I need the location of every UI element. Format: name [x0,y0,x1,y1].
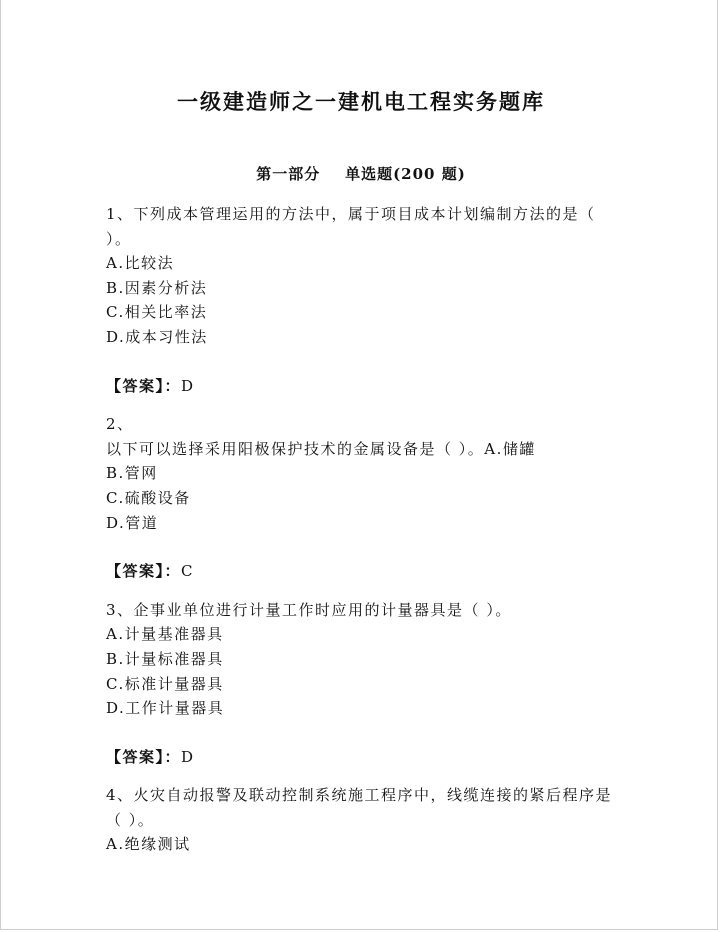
option-c: C.标准计量器具 [106,674,224,693]
question-stem-line: （ ）。 [106,810,155,829]
answer-label: 【答案】： [106,562,182,581]
question-stem-line: ）。 [106,229,132,248]
option-d: D.管道 [106,513,159,532]
document-title: 一级建造师之一建机电工程实务题库 [177,89,545,114]
answer-line [106,374,616,399]
option-d: D.成本习性法 [106,327,208,346]
answer-label: 【答案】： [106,376,182,395]
question-stem-line: 3、企事业单位进行计量工作时应用的计量器具是（ ）。 [106,600,512,619]
question-3 [106,598,616,770]
question-4 [106,783,616,857]
answer-label: 【答案】： [106,747,182,766]
question-stem-line: 4、火灾自动报警及联动控制系统施工程序中，线缆连接的紧后程序是 [106,786,613,805]
answer-value: D [181,376,195,395]
question-stem-line: 以下可以选择采用阳极保护技术的金属设备是（ ）。A.储罐 [106,439,536,458]
question-stem-line: 1、下列成本管理运用的方法中，属于项目成本计划编制方法的是（ [106,205,596,223]
section-heading: 第一部分 单选题(200 题) [256,165,466,183]
option-b: B.因素分析法 [106,278,208,297]
option-b: B.管网 [106,464,158,483]
question-list [106,202,616,857]
option-d: D.工作计量器具 [106,699,225,718]
option-a: A.绝缘测试 [106,835,191,854]
option-c: C.硫酸设备 [106,488,191,507]
answer-value: D [181,747,195,766]
question-2 [106,412,616,584]
question-stem-line: 2、 [106,415,134,434]
option-b: B.计量标准器具 [106,649,224,668]
question-1 [106,202,616,398]
answer-line [106,559,616,584]
answer-line [106,745,616,770]
option-a: A.比较法 [106,254,175,273]
answer-value: C [181,562,194,581]
option-c: C.相关比率法 [106,303,208,322]
option-a: A.计量基准器具 [106,625,224,644]
